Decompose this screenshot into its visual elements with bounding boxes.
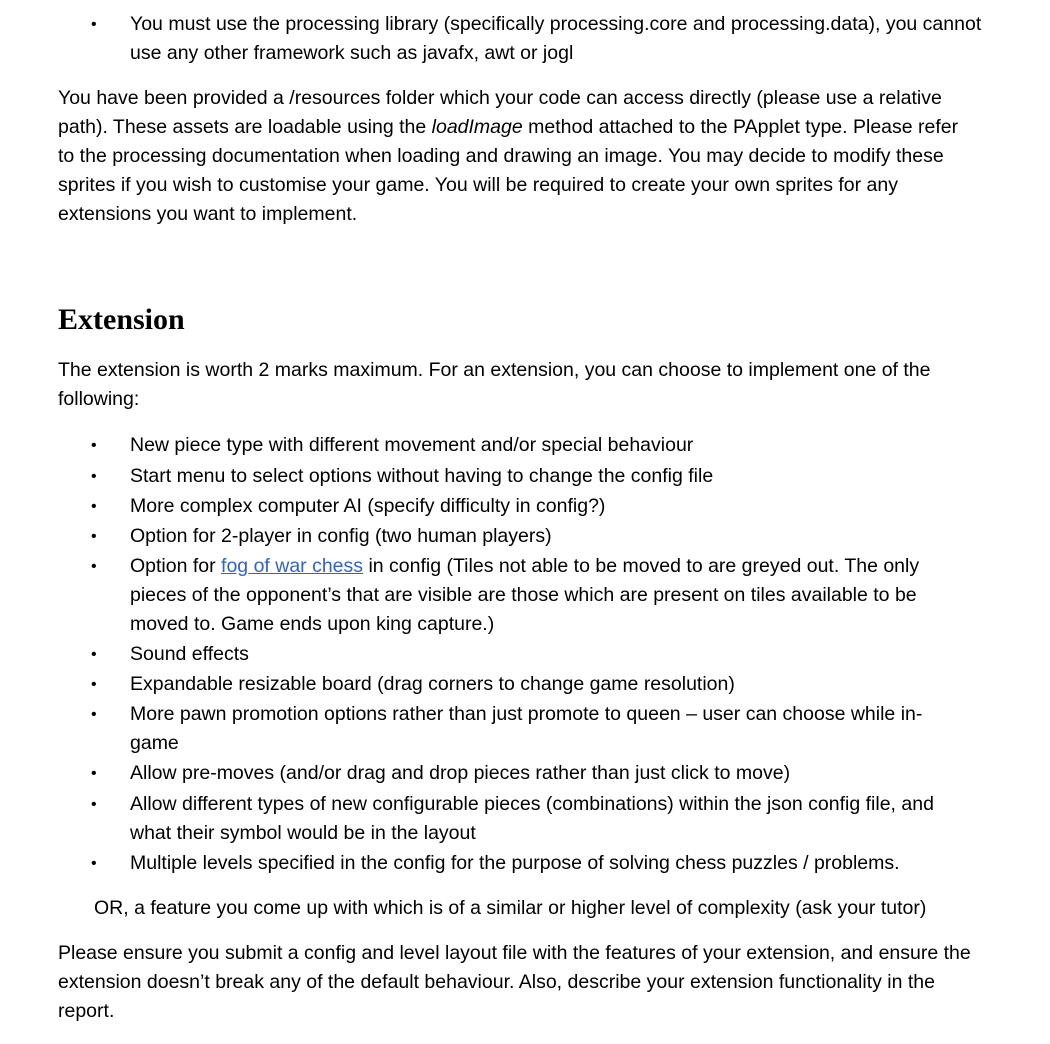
resources-paragraph-line: extensions you want to implement.	[58, 203, 358, 225]
fog-of-war-chess-link[interactable]: fog of war chess	[221, 555, 364, 577]
bullet-marker: •	[91, 498, 97, 515]
extension-option-item: Allow different types of new configurable pieces (combinations) within the json config file, and	[130, 793, 934, 815]
extension-option-item: Expandable resizable board (drag corners to change game resolution)	[130, 673, 735, 695]
bullet-marker: •	[91, 765, 97, 782]
bullet-marker: •	[91, 855, 97, 872]
requirement-bullet-line: You must use the processing library (specifically processing.core and processing.data), you cannot	[130, 13, 982, 35]
extension-option-item: Option for 2-player in config (two human players)	[130, 525, 552, 547]
bullet-marker: •	[91, 706, 97, 723]
extension-option-item: New piece type with different movement and/or special behaviour	[130, 434, 694, 456]
extension-option-item-continued: moved to. Game ends upon king capture.)	[130, 613, 495, 635]
resources-paragraph-line: sprites if you wish to customise your game. You will be required to create your own sprites for any	[58, 174, 898, 196]
resources-paragraph-line	[58, 113, 958, 142]
extension-option-item-continued: pieces of the opponent’s that are visible are those which are present on tiles available to be	[130, 584, 917, 606]
requirement-bullet-line: use any other framework such as javafx, awt or jogl	[130, 42, 574, 64]
closing-paragraph-line: Please ensure you submit a config and level layout file with the features of your extension, and ensure the	[58, 942, 971, 964]
extension-option-item: Multiple levels specified in the config for the purpose of solving chess puzzles / problems.	[130, 852, 900, 874]
closing-paragraph-line: extension doesn’t break any of the default behaviour. Also, describe your extension functionality in the	[58, 971, 935, 993]
extension-option-item-continued: game	[130, 732, 179, 754]
bullet-marker: •	[91, 528, 97, 545]
extension-option-item-continued: what their symbol would be in the layout	[130, 822, 476, 844]
paragraph-text: method attached to the PApplet type. Please refer	[522, 116, 959, 138]
extension-option-item: More complex computer AI (specify difficulty in config?)	[130, 495, 606, 517]
extension-option-item: More pawn promotion options rather than just promote to queen – user can choose while in-	[130, 703, 923, 725]
extension-option-item: Allow pre-moves (and/or drag and drop pieces rather than just click to move)	[130, 762, 791, 784]
extension-option-item	[130, 552, 919, 581]
option-text: in config (Tiles not able to be moved to are greyed out. The only	[363, 555, 920, 577]
closing-paragraph-line: report.	[58, 1000, 115, 1022]
extension-option-item: Start menu to select options without having to change the config file	[130, 465, 714, 487]
option-text: Option for	[130, 555, 222, 577]
bullet-marker: •	[91, 558, 97, 575]
paragraph-text: path). These assets are loadable using the	[58, 116, 432, 138]
load-image-method-name: loadImage	[431, 116, 523, 138]
bullet-marker: •	[91, 646, 97, 663]
bullet-marker: •	[91, 468, 97, 485]
extension-heading: Extension	[58, 303, 185, 336]
extension-option-item: Sound effects	[130, 643, 249, 665]
bullet-marker: •	[91, 16, 97, 33]
bullet-marker: •	[91, 676, 97, 693]
resources-paragraph-line: You have been provided a /resources folder which your code can access directly (please use a relative	[58, 87, 942, 109]
resources-paragraph-line: to the processing documentation when loading and drawing an image. You may decide to modify these	[58, 145, 944, 167]
extension-intro-line: following:	[58, 388, 140, 410]
bullet-marker: •	[91, 437, 97, 454]
bullet-marker: •	[91, 796, 97, 813]
extension-intro-line: The extension is worth 2 marks maximum. For an extension, you can choose to implement one of the	[58, 359, 931, 381]
alternative-option-line: OR, a feature you come up with which is of a similar or higher level of complexity (ask your tutor)	[94, 897, 927, 919]
